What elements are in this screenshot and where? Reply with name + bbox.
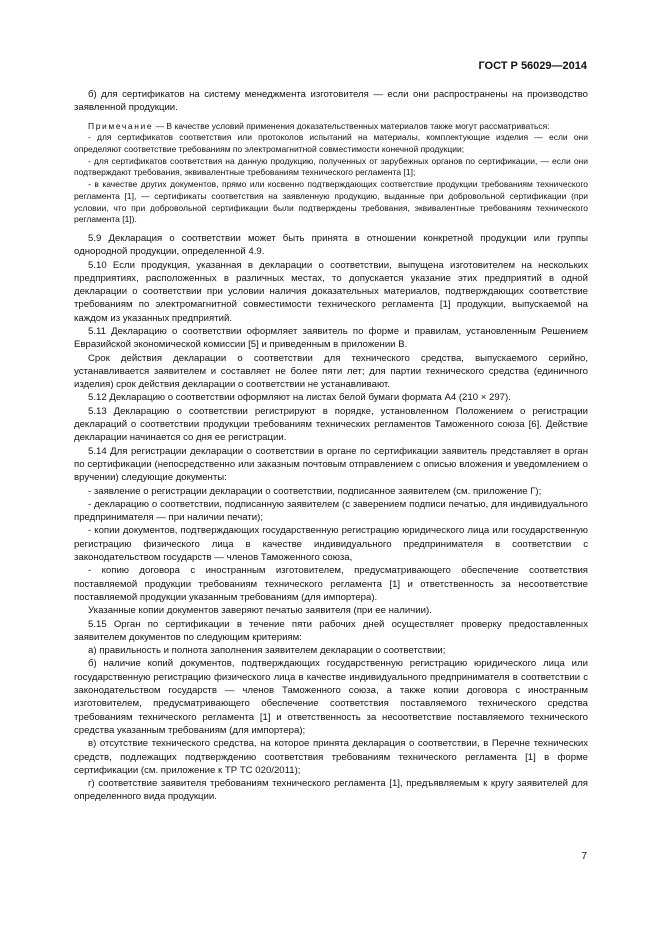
criterion-a: а) правильность и полнота заполнения заявителем декларации о соответствии; xyxy=(88,645,446,657)
paragraph-5-13: 5.13 Декларацию о соответствии регистрируют в порядке, установленном Положением о регистрации деклараций о соответствии продукции требованиям технических регламентов Таможенного союза [6]. Действие декларации начинается со дня ее регистрации. xyxy=(74,405,588,444)
note-item: - для сертификатов соответствия на данную продукцию, полученных от зарубежных органов по сертификации, — если они подтверждают требования, эквивалентные требованиям технического регламента [1]; xyxy=(74,155,588,178)
list-item: - копии документов, подтверждающих государственную регистрацию юридического лица или государственную регистрацию физического лица в качестве индивидуального предпринимателя в соответствии с законодательством государств — членов Таможенного союза, xyxy=(74,525,588,564)
list-item: - заявление о регистрации декларации о соответствии, подписанное заявителем (см. приложение Г); xyxy=(88,485,542,497)
note-lead xyxy=(74,121,588,133)
document-header: ГОСТ Р 56029—2014 xyxy=(478,60,587,72)
paragraph-5-15: 5.15 Орган по сертификации в течение пяти рабочих дней осуществляет проверку предоставленных заявителем документов по следующим критериям: xyxy=(74,618,588,643)
paragraph-5-14: 5.14 Для регистрации декларации о соответствии в органе по сертификации заявитель представляет в орган по сертификации (непосредственно или заказным почтовым отправлением с описью вложения и уведомлением о вручении) следующие документы: xyxy=(74,445,588,484)
paragraph-5-11: 5.11 Декларацию о соответствии оформляет заявитель по форме и правилам, установленным Решением Евразийской экономической комиссии [5] и приведенным в приложении В. xyxy=(74,326,588,351)
note-label: Примечание xyxy=(88,120,154,131)
criterion-v: в) отсутствие технического средства, на которое принята декларация о соответствии, в Перечне технических средств, подлежащих подтверждению соответствия требованиям технического регламента [1] в форме сертификации (см. приложение к ТР ТС 020/2011); xyxy=(74,738,588,776)
paragraph-5-10: 5.10 Если продукция, указанная в декларации о соответствии, выпущена изготовителем на нескольких предприятиях, расположенных в различных местах, то допускается указание этих предприятий в одной декларации о соответствии при условии наличия доказательных материалов, подтверждающих соответствие требованиям по электромагнитной совместимости технического регламента [1] продукции, выпускаемой на каждом из указанных предприятий. xyxy=(74,259,588,324)
document-body xyxy=(74,88,588,804)
note-item: - для сертификатов соответствия или протоколов испытаний на материалы, комплектующие изделия — если они определяют соответствие требованиям по электромагнитной совместимости конечной продукции; xyxy=(74,132,588,154)
list-item: - декларацию о соответствии, подписанную заявителем (с заверением подписи печатью, для индивидуального предпринимателя — при наличии печати); xyxy=(74,498,588,524)
note-lead-text: — В качестве условий применения доказательственных материалов также могут рассматриваться: xyxy=(153,120,550,131)
page-number: 7 xyxy=(581,851,587,862)
paragraph-validity: Срок действия декларации о соответствии для технического средства, выпускаемого серийно, устанавливается заявителем и составляет не более пяти лет; для партии технического средства (единичного изделия) срок действия декларации о соответствии не устанавливают. xyxy=(74,352,588,391)
note-item: - в качестве других документов, прямо или косвенно подтверждающих соответствие продукции требованиям технического регламента [1], — сертификаты соответствия на заявленную продукцию, выданные при добровольной сертификации (при условии, что при добровольной сертификации были подтверждены требования, эквивалентные требованиям технического регламента [1]). xyxy=(74,179,588,225)
list-item: - копию договора с иностранным изготовителем, предусматривающего обеспечение соответствия поставляемой продукции требованиям технического регламента [1] и ответственность за несоответствие поставляемой продукции указанным требованиям (для импортера). xyxy=(74,565,588,603)
paragraph-5-12: 5.12 Декларацию о соответствии оформляют на листах белой бумаги формата А4 (210 × 297). xyxy=(88,392,511,404)
criterion-b: б) наличие копий документов, подтверждающих государственную регистрацию юридического лица или государственную регистрацию физического лица в качестве индивидуального предпринимателя в соответствии с законодательством государств — членов Таможенного союза, а также копии договора с иностранным изготовителем, предусматривающего обеспечение соответствия поставляемого технического средства требованиям технического регламента [1] и ответственность за несоответствие поставляемого технического средства указанным требованиям (для импортера); xyxy=(74,658,588,736)
intro-paragraph: б) для сертификатов на систему менеджмента изготовителя — если они распространены на производство заявленной продукции. xyxy=(74,89,588,114)
paragraph-copies: Указанные копии документов заверяют печатью заявителя (при ее наличии). xyxy=(88,605,432,617)
criterion-g: г) соответствие заявителя требованиям технического регламента [1], предъявляемым к кругу заявителей для определенного вида продукции. xyxy=(74,778,588,803)
paragraph-5-9: 5.9 Декларация о соответствии может быть принята в отношении конкретной продукции или группы однородной продукции, определенной 4.9. xyxy=(74,232,588,258)
